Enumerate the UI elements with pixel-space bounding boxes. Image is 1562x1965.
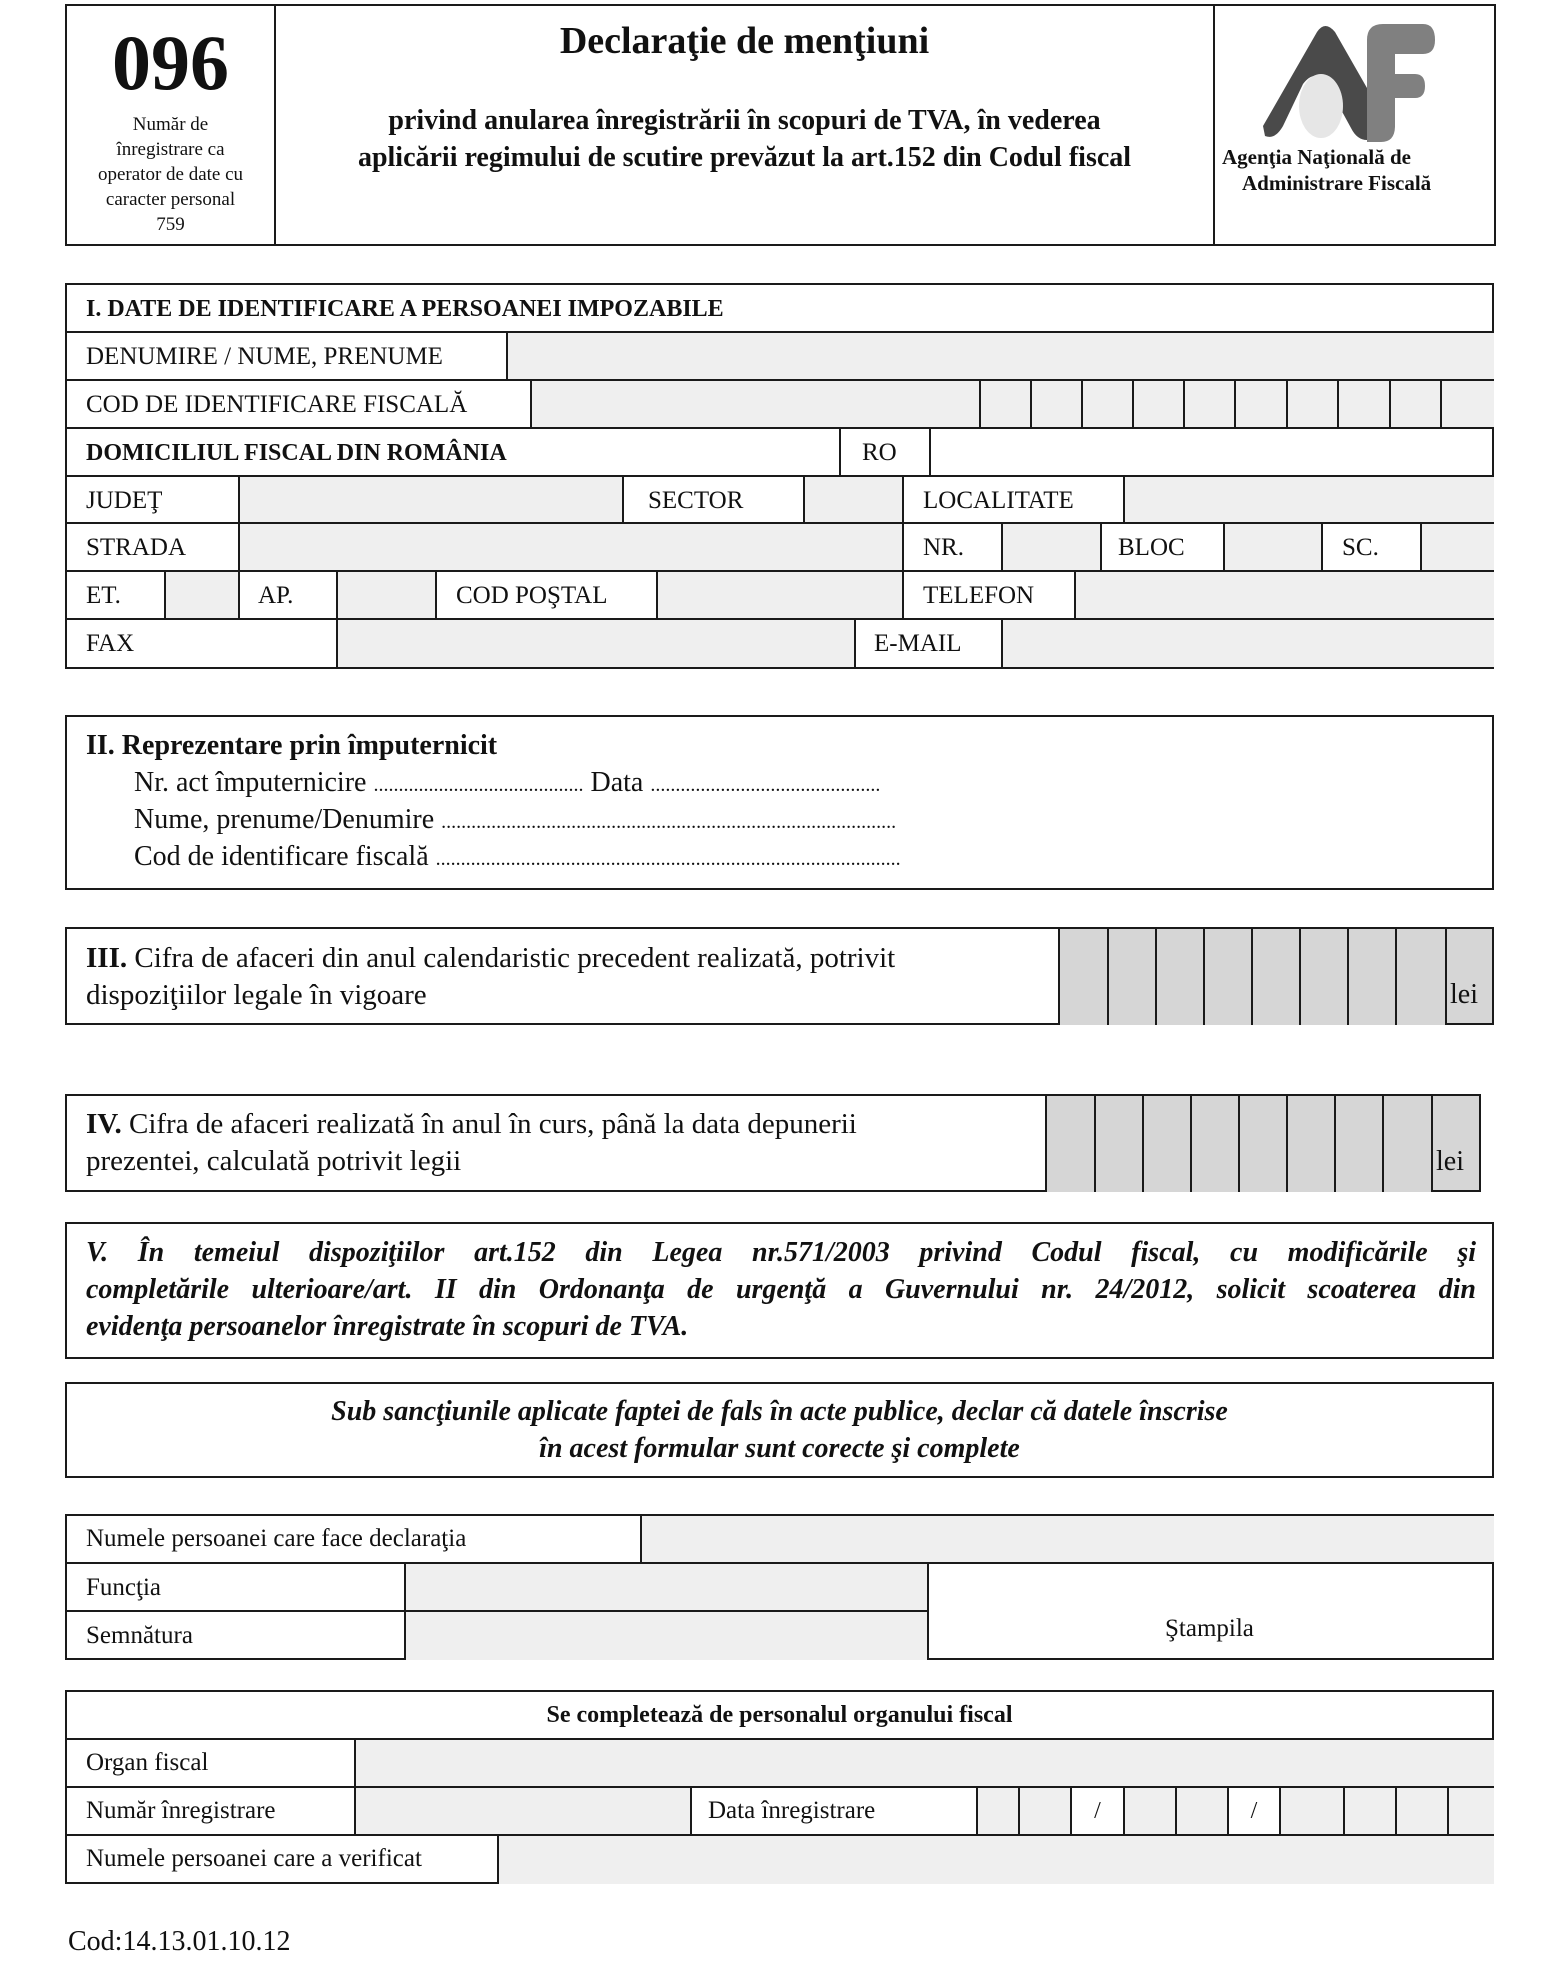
turnover-curr-unit: lei: [1436, 1146, 1464, 1177]
denumire-label: DENUMIRE / NUME, PRENUME: [86, 343, 443, 370]
date-year-box[interactable]: [1447, 1786, 1494, 1834]
turnover-curr-digit-box[interactable]: [1045, 1094, 1094, 1192]
semnatura-label: Semnătura: [86, 1622, 193, 1649]
cod-postal-field[interactable]: [656, 570, 902, 618]
section-2-line-cif: Cod de identificare fiscală .............................................................................................: [134, 841, 901, 872]
declaration-text: Sub sancţiunile aplicate faptei de fals în acte publice, declar că datele înscrise în acest formular sunt corecte şi complete: [331, 1396, 1228, 1464]
form-code: Cod:14.13.01.10.12: [68, 1926, 291, 1957]
section-2-title: II. Reprezentare prin împuternicit: [86, 730, 498, 761]
semnatura-field[interactable]: [404, 1610, 927, 1660]
email-label: E-MAIL: [874, 630, 962, 657]
date-month-box[interactable]: [1175, 1786, 1227, 1834]
turnover-prev-digit-box[interactable]: [1155, 927, 1203, 1025]
section-2-line-nume: Nume, prenume/Denumire ...........................................................................................: [134, 804, 897, 835]
date-month-box[interactable]: [1123, 1786, 1175, 1834]
turnover-curr-digit-box[interactable]: [1382, 1094, 1431, 1192]
operator-note: Număr de înregistrare ca operator de date cu caracter personal 759: [97, 114, 244, 235]
ap-label: AP.: [258, 582, 294, 609]
cif-digit-box[interactable]: [1286, 379, 1337, 427]
cif-digit-box[interactable]: [1030, 379, 1081, 427]
judet-field[interactable]: [238, 475, 622, 522]
section-4-text: IV. Cifra de afaceri realizată în anul în curs, până la data depunerii prezentei, calculată potrivit legii: [86, 1108, 857, 1177]
turnover-curr-digit-box[interactable]: [1094, 1094, 1142, 1192]
functia-field[interactable]: [404, 1562, 927, 1610]
turnover-prev-unit: lei: [1450, 979, 1478, 1010]
cif-imputernicit-field[interactable]: .............................................................................................: [435, 848, 901, 870]
sc-field[interactable]: [1420, 522, 1494, 570]
strada-label: STRADA: [86, 534, 187, 561]
agency-name: Agenţia Naţională de Administrare Fiscală: [1222, 145, 1432, 195]
turnover-prev-digit-box[interactable]: [1107, 927, 1155, 1025]
nr-field[interactable]: [1001, 522, 1100, 570]
nume-imputernicit-field[interactable]: ...........................................................................................: [441, 811, 897, 833]
domiciliu-label: DOMICILIUL FISCAL DIN ROMÂNIA: [86, 440, 507, 466]
date-year-box[interactable]: [1395, 1786, 1447, 1834]
header-divider-2: [1213, 4, 1215, 246]
cif-digit-box[interactable]: [1132, 379, 1183, 427]
ro-label: RO: [862, 439, 897, 466]
turnover-curr-digit-box[interactable]: [1286, 1094, 1334, 1192]
cif-digit-box[interactable]: [1081, 379, 1132, 427]
declarant-name-label: Numele persoanei care face declaraţia: [86, 1525, 467, 1552]
localitate-label: LOCALITATE: [923, 487, 1074, 514]
cif-prefix-field[interactable]: [530, 379, 979, 427]
organ-fiscal-label: Organ fiscal: [86, 1749, 209, 1776]
section-5-text: V. În temeiul dispoziţiilor art.152 din Legea nr.571/2003 privind Codul fiscal, cu modificările şi completările ulterioare/art. II din Ordonanţa de urgenţă a Guvernului nr. 24/2012, solicit scoaterea din evidenţa persoanelor înregistrate în scopuri de TVA.: [86, 1237, 1476, 1342]
date-day-box[interactable]: [976, 1786, 1018, 1834]
cif-digit-box[interactable]: [1183, 379, 1234, 427]
bloc-field[interactable]: [1223, 522, 1321, 570]
turnover-prev-digit-box[interactable]: [1347, 927, 1395, 1025]
cif-digit-box[interactable]: [1389, 379, 1440, 427]
cif-digit-box[interactable]: [1337, 379, 1389, 427]
turnover-prev-digit-box[interactable]: [1251, 927, 1299, 1025]
ap-field[interactable]: [336, 570, 435, 618]
cif-digit-box[interactable]: [1440, 379, 1494, 427]
date-separator: /: [1227, 1786, 1279, 1834]
et-label: ET.: [86, 582, 121, 609]
data-inregistrare-label: Data înregistrare: [708, 1797, 876, 1824]
verificat-label: Numele persoanei care a verificat: [86, 1845, 422, 1872]
section-2-line-nr-act: Nr. act împuternicire .......................................... Data ..............................................: [134, 767, 881, 798]
turnover-prev-digit-box[interactable]: [1395, 927, 1445, 1025]
telefon-label: TELEFON: [923, 582, 1035, 609]
page-subtitle: privind anularea înregistrării în scopuri de TVA, în vederea aplicării regimului de scutire prevăzut la art.152 din Codul fiscal: [357, 105, 1132, 173]
localitate-field[interactable]: [1123, 475, 1494, 522]
cif-digit-box[interactable]: [979, 379, 1030, 427]
section-1-title: I. DATE DE IDENTIFICARE A PERSOANEI IMPOZABILE: [86, 296, 724, 322]
turnover-curr-digit-box[interactable]: [1238, 1094, 1286, 1192]
turnover-prev-digit-box[interactable]: [1058, 927, 1107, 1025]
verificat-field[interactable]: [497, 1834, 1494, 1884]
bloc-label: BLOC: [1118, 534, 1185, 561]
numar-inregistrare-label: Număr înregistrare: [86, 1797, 276, 1824]
turnover-curr-digit-box[interactable]: [1334, 1094, 1382, 1192]
turnover-curr-digit-box[interactable]: [1142, 1094, 1190, 1192]
ro-value-field[interactable]: [929, 427, 1494, 475]
turnover-prev-digit-box[interactable]: [1203, 927, 1251, 1025]
denumire-field[interactable]: [506, 331, 1494, 379]
anaf-logo-icon: [1255, 18, 1455, 143]
date-day-box[interactable]: [1018, 1786, 1070, 1834]
turnover-curr-digit-box[interactable]: [1190, 1094, 1238, 1192]
email-field[interactable]: [1001, 618, 1494, 667]
date-year-box[interactable]: [1279, 1786, 1343, 1834]
turnover-prev-digit-box[interactable]: [1299, 927, 1347, 1025]
nr-label: NR.: [923, 534, 964, 561]
data-field[interactable]: ..............................................: [650, 774, 881, 796]
cif-label: COD DE IDENTIFICARE FISCALĂ: [86, 391, 468, 418]
stampila-label: Ştampila: [1165, 1615, 1254, 1642]
declarant-name-field[interactable]: [640, 1514, 1494, 1562]
date-year-box[interactable]: [1343, 1786, 1395, 1834]
page-title: Declaraţie de menţiuni: [559, 20, 930, 62]
fax-field[interactable]: [336, 618, 854, 667]
telefon-field[interactable]: [1074, 570, 1494, 618]
nr-act-field[interactable]: ..........................................: [373, 774, 584, 796]
cod-postal-label: COD POŞTAL: [456, 582, 608, 609]
sc-label: SC.: [1342, 534, 1379, 561]
date-separator: /: [1070, 1786, 1123, 1834]
strada-field[interactable]: [238, 522, 902, 570]
sector-label: SECTOR: [648, 487, 744, 514]
cif-digit-box[interactable]: [1234, 379, 1286, 427]
fiscal-section-title: Se completează de personalul organului fiscal: [546, 1702, 1013, 1728]
form-number: 096: [112, 19, 229, 106]
functia-label: Funcţia: [86, 1574, 161, 1601]
fax-label: FAX: [86, 630, 135, 657]
section-3-text: III. Cifra de afaceri din anul calendaristic precedent realizată, potrivit dispoziţiilor legale în vigoare: [86, 942, 896, 1011]
numar-inregistrare-field[interactable]: [354, 1786, 690, 1834]
et-field[interactable]: [164, 570, 238, 618]
judet-label: JUDEŢ: [86, 487, 163, 514]
organ-fiscal-field[interactable]: [354, 1738, 1494, 1786]
sector-field[interactable]: [803, 475, 902, 522]
